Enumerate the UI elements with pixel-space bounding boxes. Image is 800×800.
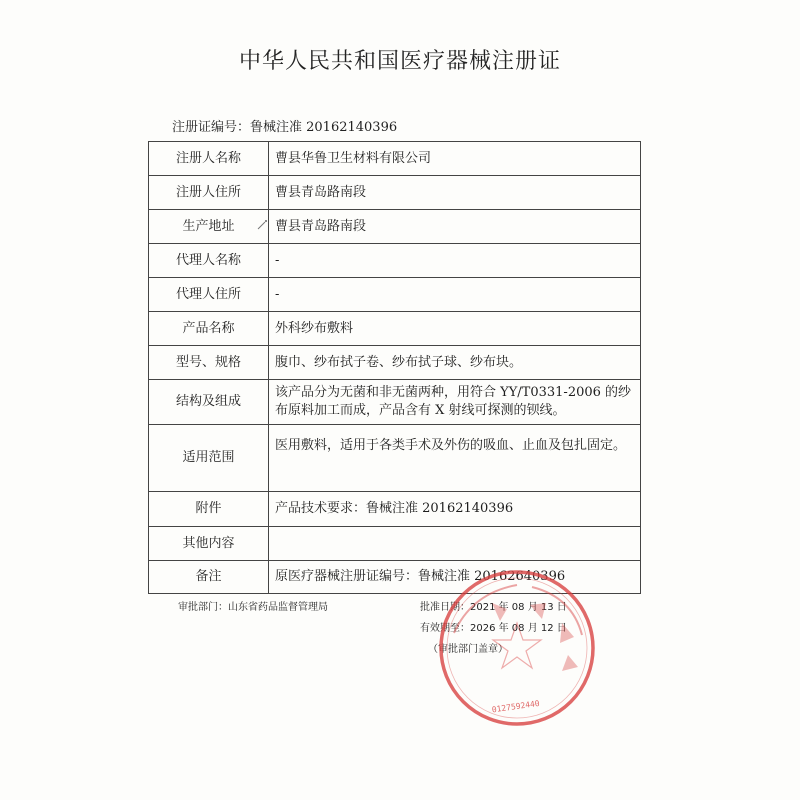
row-label-other: 其他内容 <box>149 527 269 561</box>
table-row <box>149 142 641 176</box>
table-row <box>149 346 641 380</box>
row-label-model-spec: 型号、规格 <box>149 346 269 380</box>
table-row <box>149 425 641 492</box>
row-value-registrant-name: 曹县华鲁卫生材料有限公司 <box>269 142 641 176</box>
row-value-production-address: 曹县青岛路南段 <box>269 210 641 244</box>
table-row <box>149 210 641 244</box>
row-value-agent-address: - <box>269 278 641 312</box>
table-row <box>149 176 641 210</box>
row-value-model-spec: 腹巾、纱布拭子卷、纱布拭子球、纱布块。 <box>269 346 641 380</box>
row-label-product-name: 产品名称 <box>149 312 269 346</box>
row-value-scope: 医用敷料，适用于各类手术及外伤的吸血、止血及包扎固定。 <box>269 425 641 492</box>
row-label-production-address: 生产地址 <box>149 210 269 244</box>
registration-number: 注册证编号：鲁械注准 20162140396 <box>172 120 398 135</box>
approval-department: 审批部门：山东省药品监督管理局 <box>178 602 328 613</box>
row-label-registrant-name: 注册人名称 <box>149 142 269 176</box>
seal-note: （审批部门盖章） <box>428 644 508 655</box>
row-label-agent-address: 代理人住所 <box>149 278 269 312</box>
certificate-table <box>148 141 641 594</box>
official-seal-icon <box>432 563 602 733</box>
table-row <box>149 380 641 425</box>
row-value-attachment: 产品技术要求：鲁械注准 20162140396 <box>269 492 641 527</box>
row-value-agent-name: - <box>269 244 641 278</box>
table-row <box>149 492 641 527</box>
row-label-structure: 结构及组成 <box>149 380 269 425</box>
document-title: 中华人民共和国医疗器械注册证 <box>238 49 561 74</box>
row-value-other <box>269 527 641 561</box>
row-value-remarks: 原医疗器械注册证编号：鲁械注准 20162640396 <box>269 561 641 594</box>
table-row <box>149 278 641 312</box>
table-row <box>149 244 641 278</box>
valid-until: 有效期至：2026 年 08 月 12 日 <box>420 623 567 634</box>
row-label-agent-name: 代理人名称 <box>149 244 269 278</box>
approval-date: 批准日期：2021 年 08 月 13 日 <box>420 602 567 613</box>
row-label-registrant-address: 注册人住所 <box>149 176 269 210</box>
seal-number: 0127592440 <box>491 698 541 715</box>
row-label-scope: 适用范围 <box>149 425 269 492</box>
row-value-structure: 该产品分为无菌和非无菌两种，用符合 YY/T0331-2006 的纱布原料加工而成，产品含有 X 射线可探测的钡线。 <box>269 380 641 425</box>
row-value-registrant-address: 曹县青岛路南段 <box>269 176 641 210</box>
row-label-remarks: 备注 <box>149 561 269 594</box>
pen-mark-icon <box>256 219 268 231</box>
table-row <box>149 527 641 561</box>
row-value-product-name: 外科纱布敷料 <box>269 312 641 346</box>
table-row <box>149 312 641 346</box>
row-label-attachment: 附件 <box>149 492 269 527</box>
